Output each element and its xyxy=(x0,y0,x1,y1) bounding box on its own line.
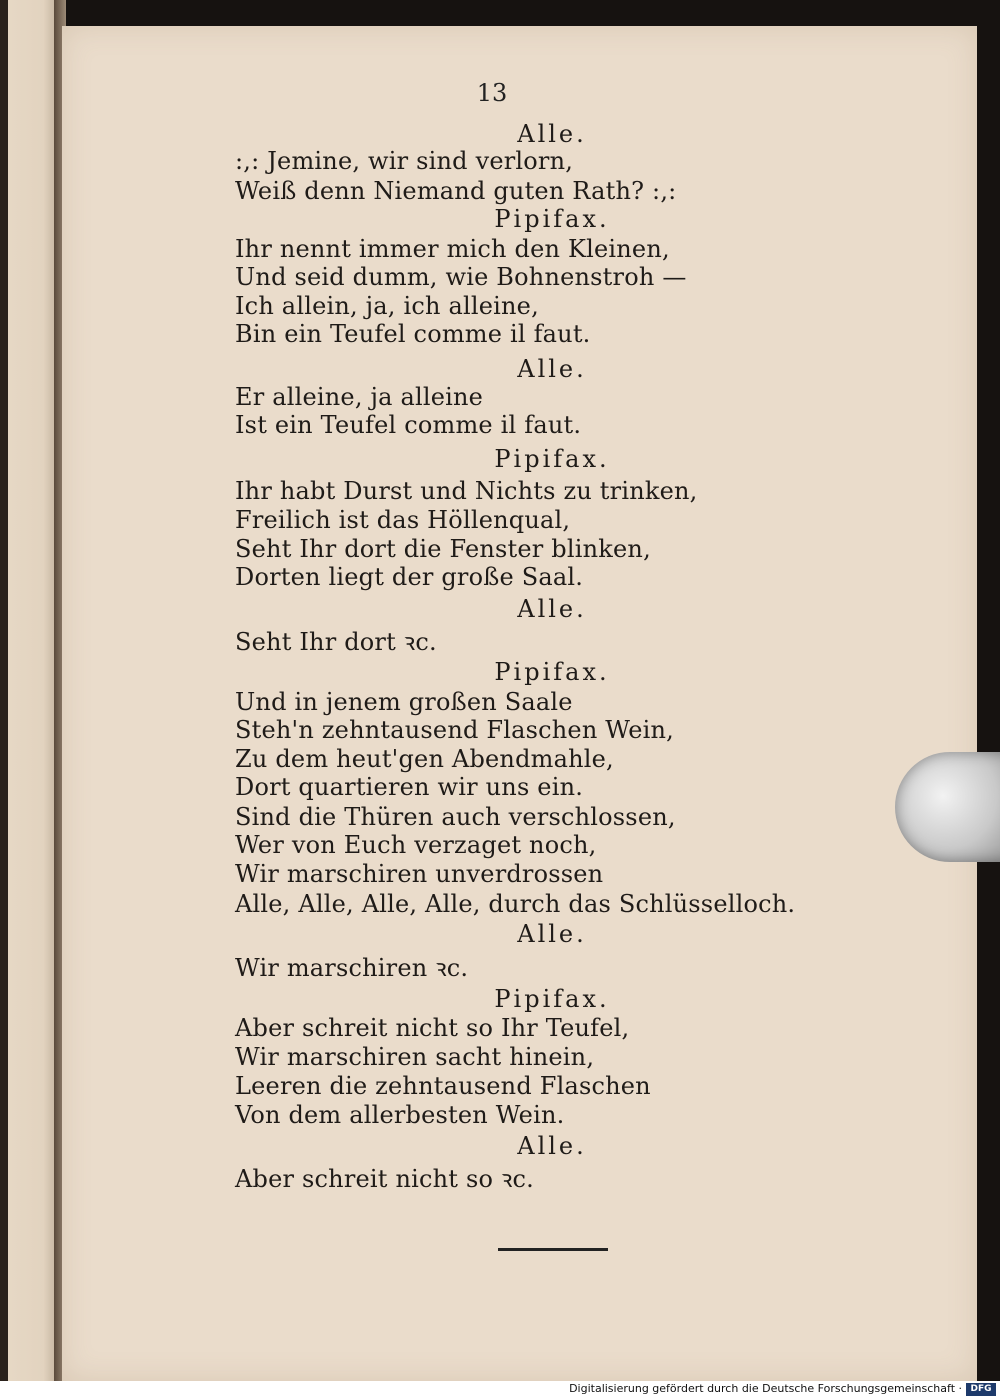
page-number: 13 xyxy=(476,79,508,107)
verse-line: Wir marschiren ꝛc. xyxy=(235,954,469,982)
verse-line: :,: Jemine, wir sind verlorn, xyxy=(235,147,574,175)
book-page xyxy=(62,26,977,1381)
page-clip xyxy=(895,752,1000,862)
verse-line: Wir marschiren unverdrossen xyxy=(235,860,604,888)
speaker-heading: Pipifax. xyxy=(494,445,610,473)
verse-line: Er alleine, ja alleine xyxy=(235,383,484,411)
digitization-credit: Digitalisierung gefördert durch die Deutsche Forschungsgemeinschaft · xyxy=(569,1382,962,1395)
verse-line: Ihr nennt immer mich den Kleinen, xyxy=(235,235,670,263)
speaker-heading: Alle. xyxy=(517,595,587,623)
speaker-heading: Alle. xyxy=(517,1132,587,1160)
verse-line: Und in jenem großen Saale xyxy=(235,688,573,716)
speaker-heading: Alle. xyxy=(517,120,587,148)
verse-line: Ich allein, ja, ich alleine, xyxy=(235,292,539,320)
verse-line: Zu dem heut'gen Abendmahle, xyxy=(235,745,614,773)
verse-line: Seht Ihr dort ꝛc. xyxy=(235,628,437,656)
book-edge xyxy=(0,0,8,1399)
verse-line: Ist ein Teufel comme il faut. xyxy=(235,411,582,439)
verse-line: Dorten liegt der große Saal. xyxy=(235,563,584,591)
verse-line: Sind die Thüren auch verschlossen, xyxy=(235,803,676,831)
speaker-heading: Pipifax. xyxy=(494,658,610,686)
speaker-heading: Pipifax. xyxy=(494,985,610,1013)
verse-line: Und seid dumm, wie Bohnenstroh — xyxy=(235,263,687,291)
verse-line: Wer von Euch verzaget noch, xyxy=(235,831,597,859)
verse-line: Aber schreit nicht so Ihr Teufel, xyxy=(235,1014,630,1042)
verse-line: Dort quartieren wir uns ein. xyxy=(235,773,584,801)
verse-line: Steh'n zehntausend Flaschen Wein, xyxy=(235,716,674,744)
end-rule xyxy=(498,1248,608,1251)
verse-line: Bin ein Teufel comme il faut. xyxy=(235,320,591,348)
verse-line: Weiß denn Niemand guten Rath? :,: xyxy=(235,177,677,205)
verse-line: Freilich ist das Höllenqual, xyxy=(235,506,571,534)
speaker-heading: Alle. xyxy=(517,355,587,383)
speaker-heading: Pipifax. xyxy=(494,205,610,233)
dfg-logo: DFG xyxy=(966,1383,996,1396)
verse-line: Alle, Alle, Alle, Alle, durch das Schlüsselloch. xyxy=(235,890,796,918)
speaker-heading: Alle. xyxy=(517,920,587,948)
verse-line: Seht Ihr dort die Fenster blinken, xyxy=(235,535,651,563)
verse-line: Von dem allerbesten Wein. xyxy=(235,1101,565,1129)
facing-page-edge xyxy=(0,0,62,1399)
verse-line: Wir marschiren sacht hinein, xyxy=(235,1043,595,1071)
verse-line: Ihr habt Durst und Nichts zu trinken, xyxy=(235,477,698,505)
verse-line: Aber schreit nicht so ꝛc. xyxy=(235,1165,534,1193)
verse-line: Leeren die zehntausend Flaschen xyxy=(235,1072,651,1100)
